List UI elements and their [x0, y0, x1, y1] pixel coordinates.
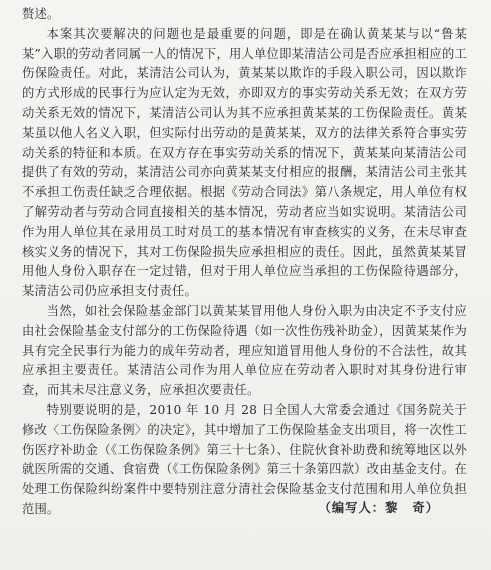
- author-line: [319, 498, 439, 518]
- author-prefix: （编写人：: [318, 500, 386, 515]
- paragraph-continuation: 赘述。: [22, 7, 60, 21]
- paragraph-main-issue: 本案其次要解决的问题也是最重要的问题，即是在确认黄某某与以“鲁某某”入职的劳动者同属一人的情况下，用人单位即某清洁公司是否应承担相应的工伤保险责任。对此，某清洁公司认为，黄某某以欺诈的手段入职公司，因以欺诈的方式形成的民事行为应认定为无效，亦即双方的事实劳动关系无效；在双方劳动关系无效的情况下，某清洁公司认为其不应承担黄某某的工伤保险责任。黄某某虽以他人名义入职，但实际付出劳动的是黄某某，双方的法律关系符合事实劳动关系的特征和本质。在双方存在事实劳动关系的情况下，黄某某向某清洁公司提供了有效的劳动，某清洁公司亦向黄某某支付相应的报酬，某清洁公司主张其不承担工伤责任缺乏合理依据。根据《劳动合同法》第八条规定，用人单位有权了解劳动者与劳动合同直接相关的基本情况，劳动者应当如实说明。某清洁公司作为用人单位其在录用员工时对员工的基本情况有审查核实的义务，在未尽审查核实义务的情况下，其对工伤保险损失应承担相应的责任。因此，虽然黄某某冒用他人身份入职存在一定过错，但对于用人单位应当承担的工伤保险待遇部分，某清洁公司仍应承担支付责任。: [22, 26, 467, 299]
- paragraph-social-insurance: 当然，如社会保险基金部门以黄某某冒用他人身份入职为由决定不予支付应由社会保险基金支付部分的工伤保险待遇（如一次性伤残补助金），因黄某某作为具有完全民事行为能力的成年劳动者，理应知道冒用他人身份的不合法性，故其应承担主要责任。某清洁公司作为用人单位应在劳动者入职时对其身份进行审查，而其未尽注意义务，应承担次要责任。: [22, 303, 467, 398]
- paragraph-special-note: 特别要说明的是，2010 年 10 月 28 日全国人大常委会通过《国务院关于修改〈工伤保险条例〉的决定》，其中增加了工伤保险基金支出项目，将一次性工伤医疗补助金（《工伤保险条例》第三十七条）、住院伙食补助费和统筹地区以外就医所需的交通、食宿费（《工伤保险条例》第三十条第四款）改由基金支付。在处理工伤保险纠纷案件中要特别注意分清社会保险基金支付范围和用人单位负担范围。: [22, 402, 467, 516]
- author-name-first: 黎: [385, 500, 399, 515]
- author-suffix: ）: [425, 500, 439, 515]
- author-name-second: 奇: [412, 500, 426, 515]
